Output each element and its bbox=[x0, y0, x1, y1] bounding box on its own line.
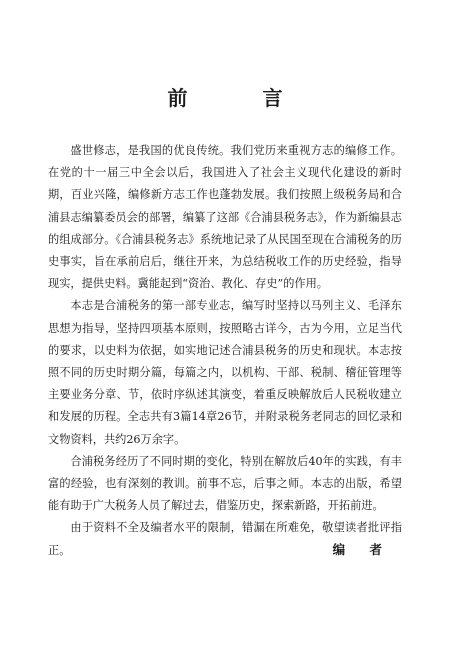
paragraph-3: 合浦税务经历了不同时期的变化，特别在解放后40年的实践，有丰富的经验，也有深刻的教训。前事不忘，后事之师。本志的出版，希望能有助于广大税务人员了解过去，借鉴历史，探索新路，开拓前进。 bbox=[48, 454, 402, 513]
paragraph-4: 由于资料不全及编者水平的限制，错漏在所难免，敬望读者批评指正。 bbox=[48, 521, 402, 557]
author-signature: 编 者 bbox=[332, 542, 392, 557]
paragraph-2: 本志是合浦税务的第一部专业志，编写时坚持以马列主义、毛泽东思想为指导，坚持四项基本原则，按照略古详今，古为今用，立足当代的要求，以史料为依据，如实地记述合浦县税务的历史和现状。本志按照不同的历史时期分篇，每篇之内，以机构、干部、税制、稽征管理等主要业务分章、节，依时序纵述其演变，着重反映解放后人民税收建立和发展的历程。全志共有3篇14章26节，并附录税务老同志的回忆录和文物资料，共约26万余字。 bbox=[48, 299, 402, 446]
page-title: 前 言 bbox=[167, 86, 317, 110]
preface-body bbox=[48, 140, 402, 562]
paragraph-1: 盛世修志，是我国的优良传统。我们党历来重视方志的编修工作。在党的十一届三中全会以后，我国进入了社会主义现代化建设的新时期，百业兴隆，编修新方志工作也蓬勃发展。我们按照上级税务局和合浦县志编纂委员会的部署，编纂了这部《合浦县税务志》，作为新编县志的组成部分。《合浦县税务志》系统地记录了从民国至现在合浦税务的历史事实，旨在承前启后，继往开来，为总结税收工作的历史经验，指导现实，提供史料。冀能起到“资治、教化、存史”的作用。 bbox=[48, 144, 402, 291]
